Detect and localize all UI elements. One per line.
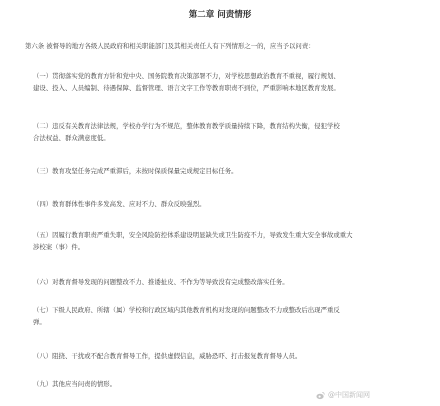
list-item-line: （一）贯彻落实党的教育方针和党中央、国务院教育决策部署不力，对学校思想政治教育不重视，履行规划、 bbox=[33, 72, 340, 80]
list-item-line: 弹。 bbox=[33, 318, 46, 326]
list-item-line: （四）教育群体性事件多发高发、应对不力、群众反映强烈。 bbox=[33, 200, 206, 208]
list-item-6 bbox=[33, 276, 425, 288]
watermark-text: @中国新闻网 bbox=[328, 391, 370, 399]
list-item-4 bbox=[33, 198, 425, 210]
list-item-line: （三）教育攻坚任务完成严重滞后，未按时保质保量完成规定目标任务。 bbox=[33, 167, 238, 175]
article-intro bbox=[25, 40, 425, 52]
list-item-1 bbox=[33, 70, 425, 94]
list-item-line: 涉校案（事）件。 bbox=[33, 243, 85, 251]
chapter-title: 第二章 问责情形 bbox=[188, 10, 252, 20]
weibo-logo-icon bbox=[316, 391, 325, 400]
list-item-line: （八）阻挠、干扰或不配合教育督导工作，提供虚假信息，威胁恐吓、打击报复教育督导人员。 bbox=[33, 352, 302, 360]
list-item-line: （二）违反有关教育法律法规，学校办学行为不规范，整体教育教学质量持续下降，教育结构失衡，侵犯学校 bbox=[33, 122, 340, 130]
article-intro-line: 第六条 被督导的地方各级人民政府和相关职能部门及其相关责任人有下列情形之一的，应当予以问责： bbox=[25, 42, 315, 50]
list-item-5 bbox=[33, 229, 425, 253]
list-item-line: 建设、投入、人员编制、待遇保障、监督管理、语言文字工作等教育职责不到位，严重影响本地区教育发展。 bbox=[33, 84, 340, 92]
watermark bbox=[316, 389, 370, 401]
list-item-line: 合法权益、群众满意度低。 bbox=[33, 134, 110, 142]
list-item-2 bbox=[33, 120, 425, 144]
list-item-3 bbox=[33, 165, 425, 177]
list-item-line: （六）对教育督导发现的问题整改不力、推诿扯皮、不作为等导致没有完成整改落实任务。 bbox=[33, 278, 289, 286]
list-item-8 bbox=[33, 350, 425, 362]
list-item-7 bbox=[33, 304, 425, 328]
list-item-line: （七）下级人民政府、所辖（属）学校和行政区域内其他教育机构对发现的问题整改不力或整改后出现严重反 bbox=[33, 306, 340, 314]
list-item-line: （九）其他应当问责的情形。 bbox=[33, 380, 117, 388]
list-item-line: （五）因履行教育职责严重失职，安全风险防控体系建设明显缺失或卫生防疫不力，导致发生重大安全事故或重大 bbox=[33, 231, 353, 239]
